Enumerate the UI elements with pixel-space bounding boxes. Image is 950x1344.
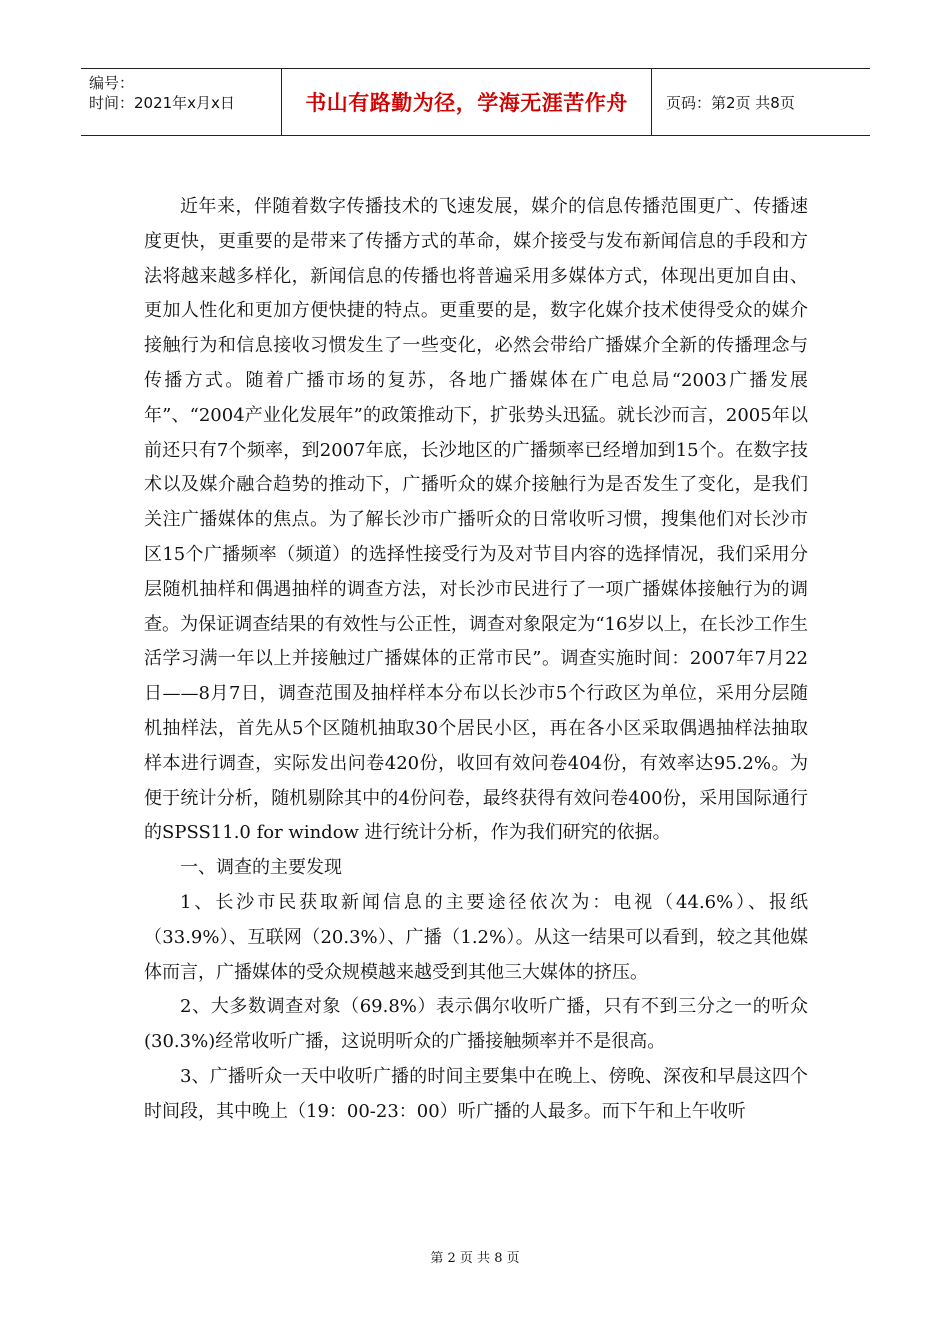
header-page-info: 页码：第2页 共8页	[666, 93, 795, 112]
header-meta	[81, 69, 282, 135]
body-paragraph: 近年来，伴随着数字传播技术的飞速发展，媒介的信息传播范围更广、传播速度更快，更重要的是带来了传播方式的革命，媒介接受与发布新闻信息的手段和方法将越来越多样化，新闻信息的传播也将普遍采用多媒体方式，体现出更加自由、更加人性化和更加方便快捷的特点。更重要的是，数字化媒介技术使得受众的媒介接触行为和信息接收习惯发生了一些变化，必然会带给广播媒介全新的传播理念与传播方式。随着广播市场的复苏，各地广播媒体在广电总局“2003广播发展年”、“2004产业化发展年”的政策推动下，扩张势头迅猛。就长沙而言，2005年以前还只有7个频率，到2007年底，长沙地区的广播频率已经增加到15个。在数字技术以及媒介融合趋势的推动下，广播听众的媒介接触行为是否发生了变化，是我们关注广播媒体的焦点。为了解长沙市广播听众的日常收听习惯，搜集他们对长沙市区15个广播频率（频道）的选择性接受行为及对节目内容的选择情况，我们采用分层随机抽样和偶遇抽样的调查方法，对长沙市民进行了一项广播媒体接触行为的调查。为保证调查结果的有效性与公正性，调查对象限定为“16岁以上，在长沙工作生活学习满一年以上并接触过广播媒体的正常市民”。调查实施时间：2007年7月22日——8月7日，调查范围及抽样样本分布以长沙市5个行政区为单位，采用分层随机抽样法，首先从5个区随机抽取30个居民小区，再在各小区采取偶遇抽样法抽取样本进行调查，实际发出问卷420份，收回有效问卷404份，有效率达95.2%。为便于统计分析，随机剔除其中的4份问卷，最终获得有效问卷400份，采用国际通行的SPSS11.0 for window 进行统计分析，作为我们研究的依据。	[144, 196, 808, 844]
document-body	[144, 190, 808, 1130]
section-heading: 一、调查的主要发现	[180, 857, 342, 879]
body-paragraph: 1、长沙市民获取新闻信息的主要途径依次为：电视（44.6%）、报纸（33.9%）、互联网（20.3%）、广播（1.2%）。从这一结果可以看到，较之其他媒体而言，广播媒体的受众规模越来越受到其他三大媒体的挤压。	[144, 891, 808, 983]
body-paragraph: 3、广播听众一天中收听广播的时间主要集中在晚上、傍晚、深夜和早晨这四个时间段，其中晚上（19：00-23：00）听广播的人最多。而下午和上午收听	[144, 1065, 808, 1122]
page-footer: 第 2 页 共 8 页	[430, 1251, 520, 1266]
document-number-label: 编号：	[89, 74, 135, 92]
document-header	[81, 68, 870, 136]
header-motto: 书山有路勤为径，学海无涯苦作舟	[282, 69, 652, 135]
document-date-label: 时间：2021年x月x日	[89, 94, 235, 112]
body-paragraph: 2、大多数调查对象（69.8%）表示偶尔收听广播，只有不到三分之一的听众(30.3%)经常收听广播，这说明听众的广播接触频率并不是很高。	[144, 996, 808, 1053]
